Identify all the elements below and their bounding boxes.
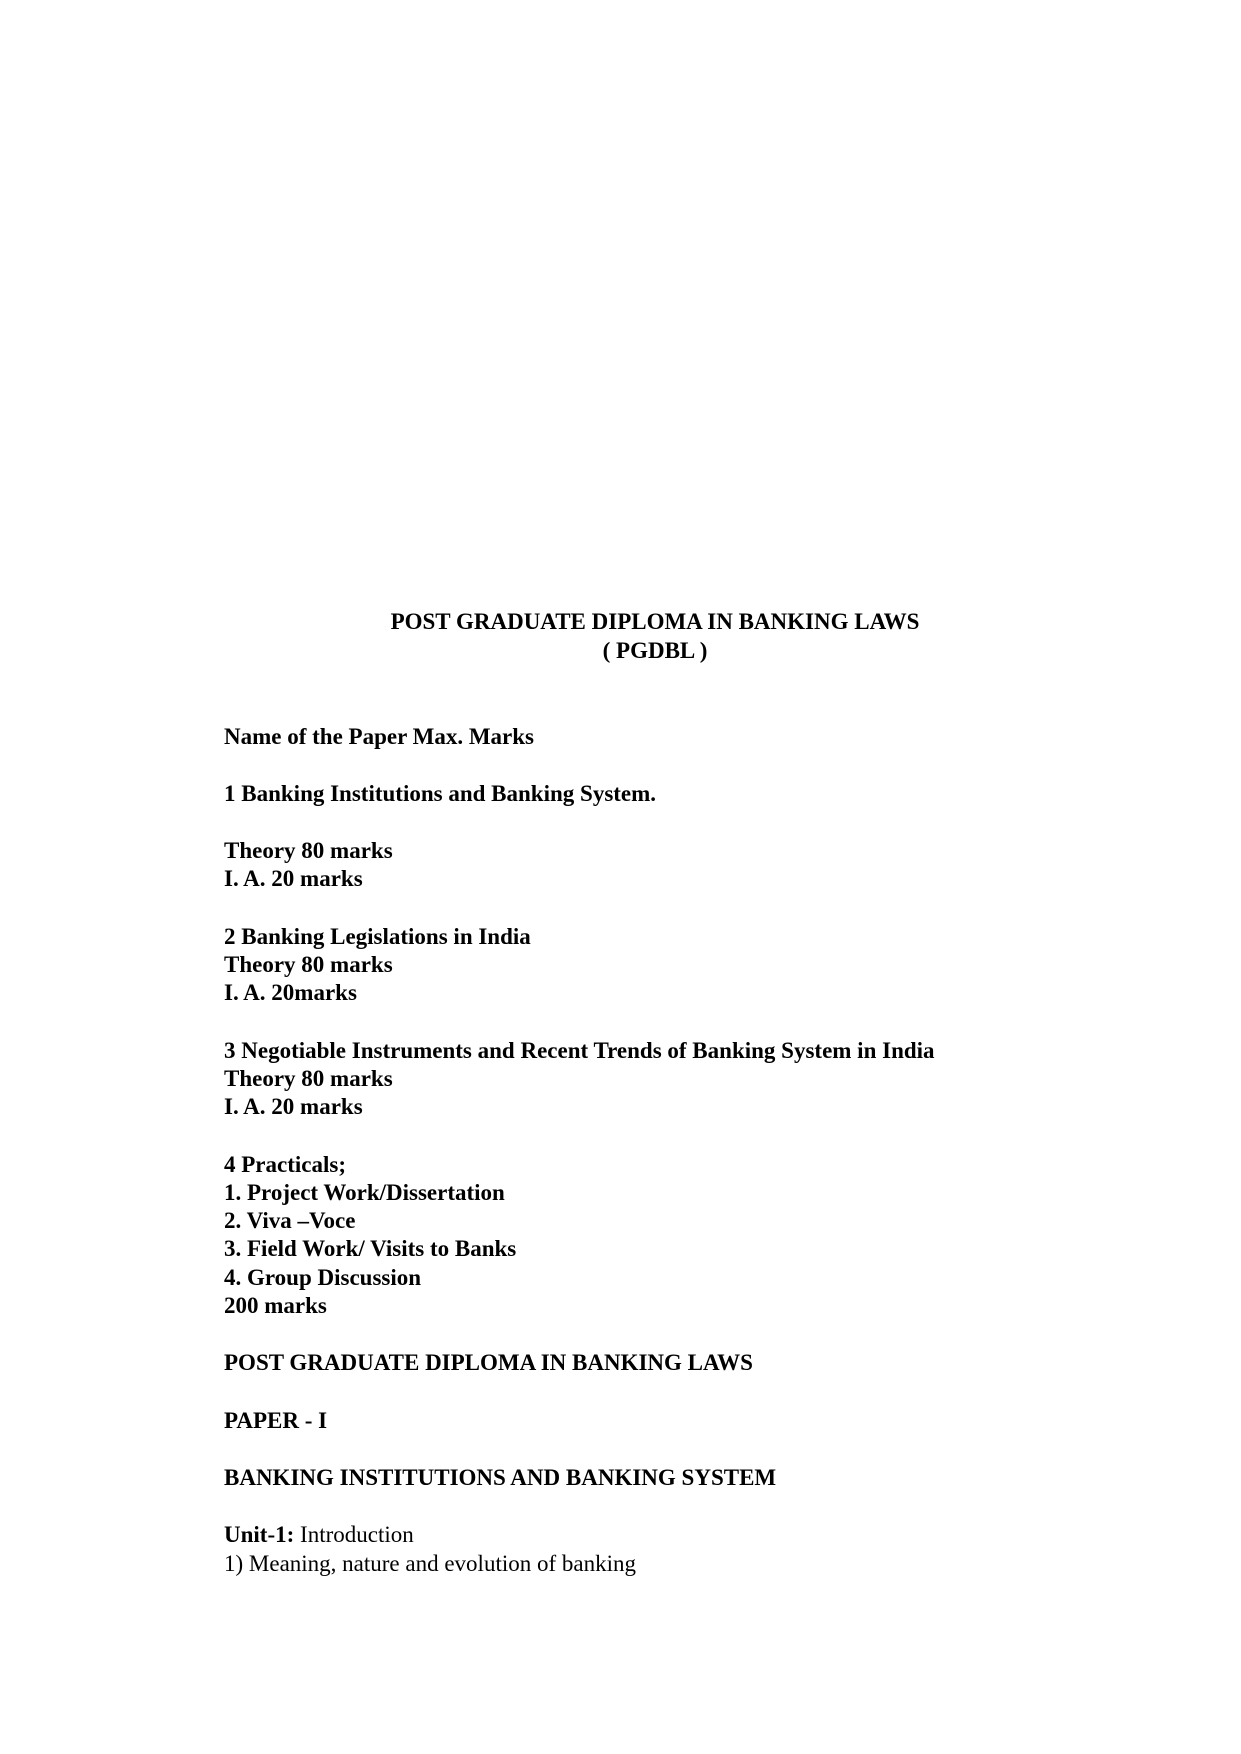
paper-3-theory: Theory 80 marks	[224, 1066, 393, 1091]
paper-1-name: 1 Banking Institutions and Banking System.	[224, 781, 657, 806]
practical-item: 3. Field Work/ Visits to Banks	[224, 1236, 517, 1261]
document-title	[0, 607, 1241, 665]
paper-2-ia: I. A. 20marks	[224, 980, 357, 1005]
scheme-heading: Name of the Paper Max. Marks	[224, 724, 535, 749]
paper-title-heading: BANKING INSTITUTIONS AND BANKING SYSTEM	[224, 1465, 777, 1490]
paper-4-name: 4 Practicals;	[224, 1152, 346, 1177]
unit-heading	[224, 1520, 414, 1549]
practical-item: 1. Project Work/Dissertation	[224, 1180, 505, 1205]
paper-3-name: 3 Negotiable Instruments and Recent Trends of Banking System in India	[224, 1038, 935, 1063]
paper-number-heading: PAPER - I	[224, 1408, 328, 1433]
title-line-2: ( PGDBL )	[602, 638, 708, 663]
practical-item: 2. Viva –Voce	[224, 1208, 356, 1233]
paper-3-ia: I. A. 20 marks	[224, 1094, 363, 1119]
title-line-1: POST GRADUATE DIPLOMA IN BANKING LAWS	[390, 609, 920, 634]
paper-2-name: 2 Banking Legislations in India	[224, 924, 531, 949]
practical-item: 4. Group Discussion	[224, 1265, 422, 1290]
paper-1-theory: Theory 80 marks	[224, 838, 393, 863]
syllabus-heading: POST GRADUATE DIPLOMA IN BANKING LAWS	[224, 1350, 753, 1375]
paper-2-theory: Theory 80 marks	[224, 952, 393, 977]
unit-item: 1) Meaning, nature and evolution of banking	[224, 1551, 636, 1576]
paper-1-ia: I. A. 20 marks	[224, 866, 363, 891]
unit-label: Unit-1:	[224, 1522, 295, 1547]
practicals-marks: 200 marks	[224, 1293, 327, 1318]
unit-title: Introduction	[294, 1522, 414, 1547]
